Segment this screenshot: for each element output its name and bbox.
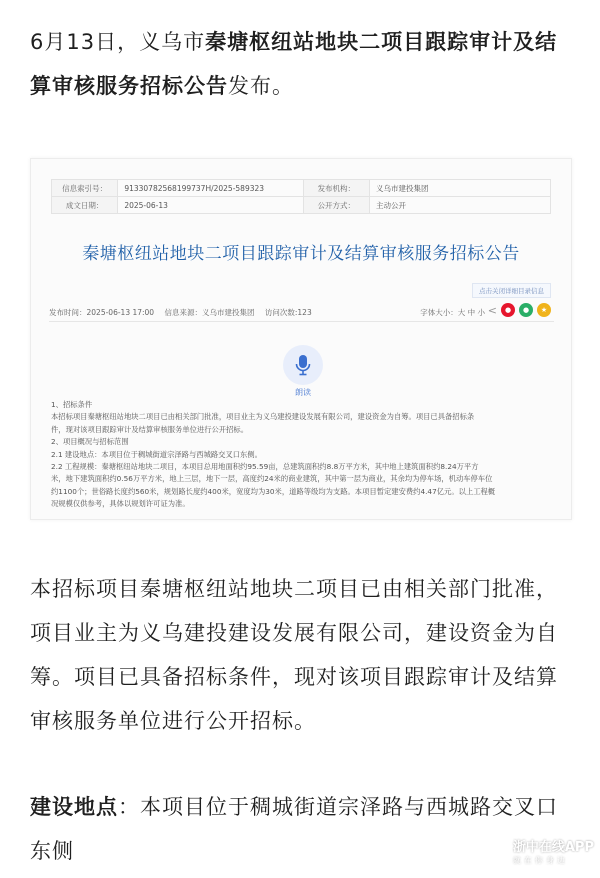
intro-prefix: 6月13日，义乌市 — [30, 30, 206, 54]
weibo-icon[interactable]: ● — [501, 303, 515, 317]
app-logo-icon — [475, 836, 509, 870]
share-icons — [488, 303, 551, 317]
microphone-icon — [283, 345, 323, 385]
meta-table — [51, 179, 551, 214]
info-source: 信息来源：义乌市建投集团 — [164, 308, 255, 317]
intro-suffix: 发布。 — [228, 74, 294, 98]
body-line: 米，地下建筑面积约0.56万平方米，地上三层，地下一层，高度约24米的商业建筑，其中第一层为商业，其余均为停车场，机动车停车位 — [51, 474, 493, 484]
listen-button[interactable] — [281, 345, 325, 398]
location-label: 建设地点 — [30, 795, 118, 819]
meta-value: 91330782568199737H/2025-589323 — [118, 180, 303, 197]
watermark — [475, 836, 594, 870]
meta-key: 信息索引号： — [52, 180, 118, 197]
meta-row — [52, 197, 551, 214]
publish-time: 发布时间：2025-06-13 17:00 — [49, 308, 155, 317]
intro-paragraph — [30, 20, 575, 108]
meta-row — [52, 180, 551, 197]
body-line: 2.1 建设地点：本项目位于稠城街道宗泽路与西城路交叉口东侧。 — [51, 449, 262, 459]
wechat-icon[interactable]: ● — [519, 303, 533, 317]
body-line: 况规模仅供参考，具体以规划许可证为准。 — [51, 499, 190, 509]
body-line: 本招标项目秦塘枢纽站地块二项目已由相关部门批准，项目业主为义乌建投建设发展有限公司，建设资金为自筹。项目已具备招标条 — [51, 412, 475, 422]
close-catalog-button[interactable]: 点击关闭详细目录信息 — [472, 283, 551, 298]
meta-value: 义乌市建投集团 — [369, 180, 550, 197]
meta-key: 成文日期： — [52, 197, 118, 214]
doc-body — [51, 399, 555, 511]
watermark-slogan: 就在你身边 — [512, 856, 568, 865]
font-size-selector[interactable]: 字体大小：大 中 小 — [420, 308, 485, 317]
visit-count: 访问次数:123 — [264, 308, 312, 317]
listen-label: 朗读 — [295, 388, 311, 397]
meta-value: 主动公开 — [369, 197, 550, 214]
doc-title: 秦塘枢纽站地块二项目跟踪审计及结算审核服务招标公告 — [82, 244, 520, 264]
location-text: ：本项目位于稠城街道宗泽路与西城路交叉口东侧 — [30, 795, 558, 863]
body-line: 约1100个；世俗路长度约560米，规划路长度约400米，宽度均为30米，道路等级均为支路。本项目暂定建安费约4.47亿元。以上工程概 — [51, 486, 496, 496]
announcement-screenshot — [30, 158, 572, 520]
meta-key: 公开方式： — [303, 197, 369, 214]
watermark-name: 浙中在线APP — [512, 840, 594, 855]
body-line: 2、项目概况与招标范围 — [51, 437, 129, 447]
meta-value: 2025-06-13 — [118, 197, 303, 214]
body-paragraph: 本招标项目秦塘枢纽站地块二项目已由相关部门批准，项目业主为义乌建投建设发展有限公司，建设资金为自筹。项目已具备招标条件，现对该项目跟踪审计及结算审核服务单位进行公开招标。 — [30, 577, 558, 733]
intro-project-title: 秦塘枢纽站地块二项目跟踪审计及结算审核服务招标公告 — [30, 30, 558, 98]
body-line: 2.2 工程规模：秦塘枢纽站地块二项目，本项目总用地面积约95.59亩，总建筑面积约8.8万平方米，其中地上建筑面积约8.24万平方 — [51, 462, 479, 472]
share-icon[interactable]: < — [487, 303, 497, 317]
body-line: 件，现对该项目跟踪审计及结算审核服务单位进行公开招标。 — [51, 424, 249, 434]
meta-key: 发布机构： — [303, 180, 369, 197]
body-line: 1、招标条件 — [51, 400, 93, 409]
star-icon[interactable]: ★ — [537, 303, 551, 317]
